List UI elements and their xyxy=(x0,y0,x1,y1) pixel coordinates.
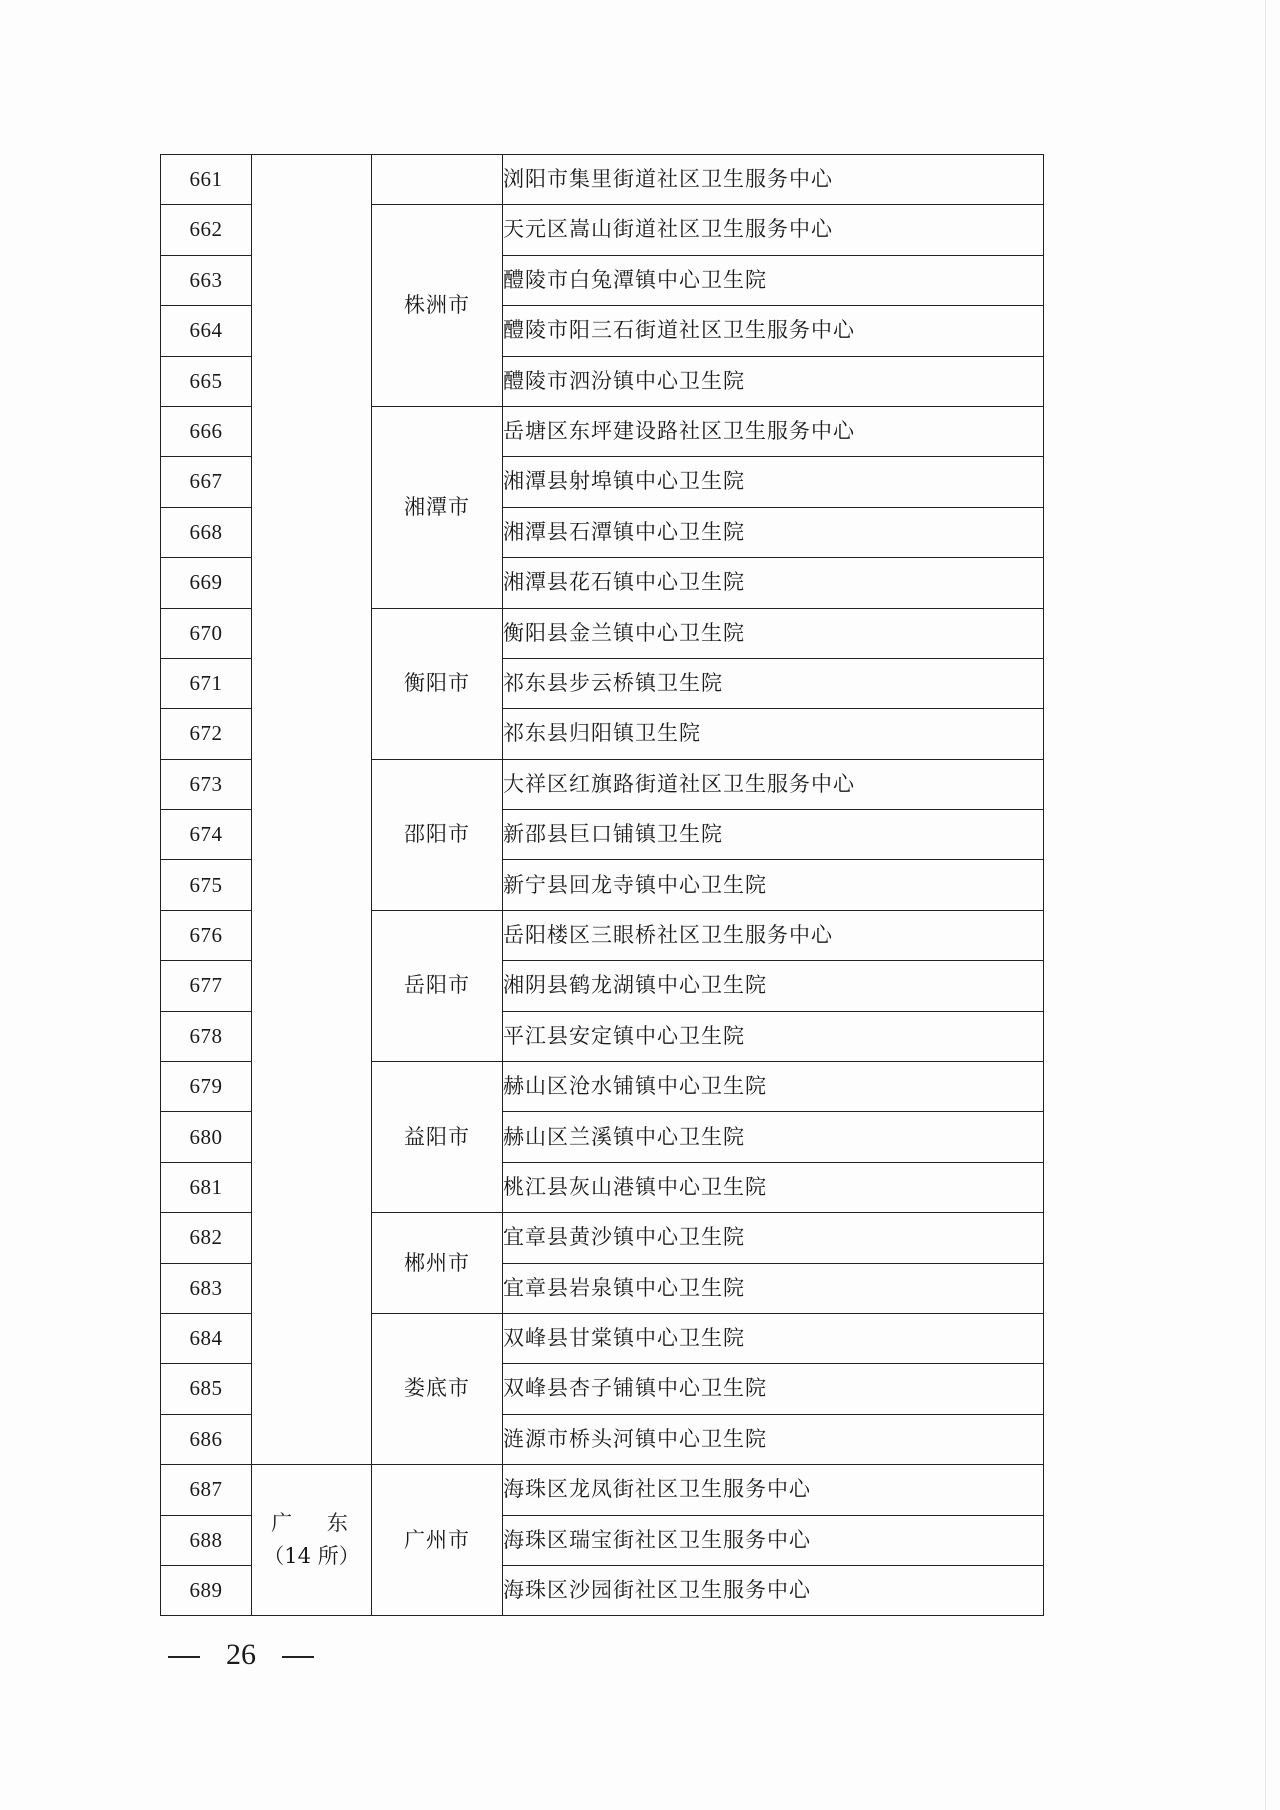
institution-table xyxy=(160,154,1044,1616)
province-cell xyxy=(252,1465,372,1616)
institution-name: 天元区嵩山街道社区卫生服务中心 xyxy=(503,205,1044,255)
row-number: 665 xyxy=(161,356,252,406)
institution-name: 湘潭县石潭镇中心卫生院 xyxy=(503,507,1044,557)
row-number: 669 xyxy=(161,558,252,608)
province-count: （14 所） xyxy=(263,1544,360,1569)
institution-name: 涟源市桥头河镇中心卫生院 xyxy=(503,1414,1044,1464)
row-number: 688 xyxy=(161,1515,252,1565)
institution-name: 祁东县步云桥镇卫生院 xyxy=(503,658,1044,708)
row-number: 678 xyxy=(161,1011,252,1061)
province-name: 广 东 xyxy=(271,1511,362,1536)
page-number: 26 xyxy=(226,1638,256,1671)
institution-name: 平江县安定镇中心卫生院 xyxy=(503,1011,1044,1061)
row-number: 661 xyxy=(161,155,252,205)
row-number: 672 xyxy=(161,709,252,759)
institution-name: 祁东县归阳镇卫生院 xyxy=(503,709,1044,759)
city-name: 株洲市 xyxy=(372,205,503,407)
footer-dash-left xyxy=(168,1656,200,1658)
institution-name: 双峰县杏子铺镇中心卫生院 xyxy=(503,1364,1044,1414)
institution-name: 湘潭县射埠镇中心卫生院 xyxy=(503,457,1044,507)
row-number: 674 xyxy=(161,810,252,860)
institution-name: 宜章县黄沙镇中心卫生院 xyxy=(503,1213,1044,1263)
page-footer xyxy=(168,1638,314,1672)
institution-name: 醴陵市泗汾镇中心卫生院 xyxy=(503,356,1044,406)
row-number: 676 xyxy=(161,910,252,960)
row-number: 683 xyxy=(161,1263,252,1313)
row-number: 666 xyxy=(161,406,252,456)
institution-name: 湘潭县花石镇中心卫生院 xyxy=(503,558,1044,608)
institution-name: 岳塘区东坪建设路社区卫生服务中心 xyxy=(503,406,1044,456)
row-number: 686 xyxy=(161,1414,252,1464)
city-cell-empty xyxy=(372,155,503,205)
institution-name: 桃江县灰山港镇中心卫生院 xyxy=(503,1162,1044,1212)
institution-name: 赫山区兰溪镇中心卫生院 xyxy=(503,1112,1044,1162)
row-number: 681 xyxy=(161,1162,252,1212)
row-number: 671 xyxy=(161,658,252,708)
city-name: 益阳市 xyxy=(372,1062,503,1213)
city-name: 湘潭市 xyxy=(372,406,503,608)
footer-dash-right xyxy=(282,1656,314,1658)
scan-edge-line xyxy=(1265,0,1266,1810)
row-number: 679 xyxy=(161,1062,252,1112)
row-number: 689 xyxy=(161,1565,252,1615)
row-number: 663 xyxy=(161,255,252,305)
row-number: 687 xyxy=(161,1465,252,1515)
city-name: 娄底市 xyxy=(372,1313,503,1464)
institution-name: 醴陵市阳三石街道社区卫生服务中心 xyxy=(503,306,1044,356)
institution-name: 岳阳楼区三眼桥社区卫生服务中心 xyxy=(503,910,1044,960)
city-name: 岳阳市 xyxy=(372,910,503,1061)
institution-name: 湘阴县鹤龙湖镇中心卫生院 xyxy=(503,961,1044,1011)
institution-name: 赫山区沧水铺镇中心卫生院 xyxy=(503,1062,1044,1112)
city-name: 郴州市 xyxy=(372,1213,503,1314)
row-number: 664 xyxy=(161,306,252,356)
row-number: 677 xyxy=(161,961,252,1011)
row-number: 682 xyxy=(161,1213,252,1263)
city-name: 衡阳市 xyxy=(372,608,503,759)
table-row xyxy=(161,1465,1044,1515)
institution-name: 海珠区龙凤街社区卫生服务中心 xyxy=(503,1465,1044,1515)
city-name: 广州市 xyxy=(372,1465,503,1616)
institution-name: 醴陵市白兔潭镇中心卫生院 xyxy=(503,255,1044,305)
institution-name: 宜章县岩泉镇中心卫生院 xyxy=(503,1263,1044,1313)
province-cell-empty xyxy=(252,155,372,1465)
table-row xyxy=(161,155,1044,205)
institution-name: 海珠区沙园街社区卫生服务中心 xyxy=(503,1565,1044,1615)
row-number: 680 xyxy=(161,1112,252,1162)
row-number: 667 xyxy=(161,457,252,507)
institution-name: 衡阳县金兰镇中心卫生院 xyxy=(503,608,1044,658)
institution-name: 大祥区红旗路街道社区卫生服务中心 xyxy=(503,759,1044,809)
row-number: 668 xyxy=(161,507,252,557)
row-number: 675 xyxy=(161,860,252,910)
institution-name: 新宁县回龙寺镇中心卫生院 xyxy=(503,860,1044,910)
city-name: 邵阳市 xyxy=(372,759,503,910)
institution-name: 浏阳市集里街道社区卫生服务中心 xyxy=(503,155,1044,205)
row-number: 684 xyxy=(161,1313,252,1363)
institution-name: 新邵县巨口铺镇卫生院 xyxy=(503,810,1044,860)
row-number: 670 xyxy=(161,608,252,658)
row-number: 685 xyxy=(161,1364,252,1414)
institution-name: 双峰县甘棠镇中心卫生院 xyxy=(503,1313,1044,1363)
institution-name: 海珠区瑞宝街社区卫生服务中心 xyxy=(503,1515,1044,1565)
row-number: 673 xyxy=(161,759,252,809)
row-number: 662 xyxy=(161,205,252,255)
